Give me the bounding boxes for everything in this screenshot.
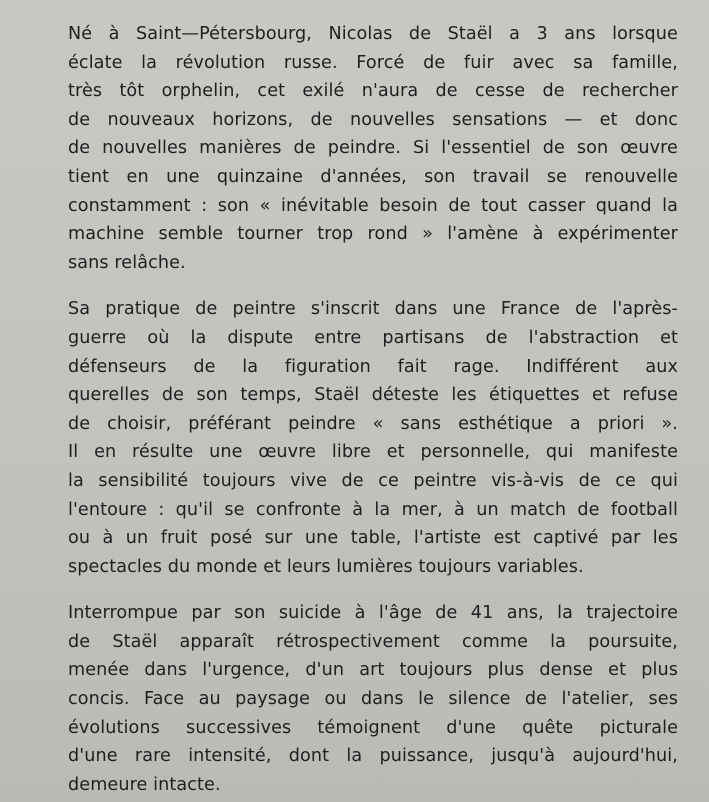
paragraph-2 [68, 295, 689, 581]
text-line: Il en résulte une œuvre libre et personnelle, qui manifeste [68, 442, 678, 463]
text-line: tient en une quinzaine d'années, son travail se renouvelle [68, 166, 678, 187]
text-line: concis. Face au paysage ou dans le silence de l'atelier, ses [68, 689, 678, 710]
text-line: menée dans l'urgence, d'un art toujours plus dense et plus [68, 660, 678, 681]
paragraph-1 [68, 20, 689, 277]
text-line: éclate la révolution russe. Forcé de fuir avec sa famille, [68, 52, 678, 73]
text-line: de nouvelles manières de peindre. Si l'essentiel de son œuvre [68, 138, 678, 159]
text-line: sans relâche. [68, 252, 186, 273]
text-line: de choisir, préférant peindre « sans esthétique a priori ». [68, 413, 678, 434]
text-line: évolutions successives témoignent d'une quête picturale [68, 717, 678, 738]
text-line: guerre où la dispute entre partisans de l'abstraction et [68, 327, 678, 348]
text-line: constamment : son « inévitable besoin de tout casser quand la [68, 195, 678, 216]
text-line: Interrompue par son suicide à l'âge de 41 ans, la trajectoire [68, 603, 678, 624]
text-line: d'une rare intensité, dont la puissance, jusqu'à aujourd'hui, [68, 746, 678, 767]
text-line: de Staël apparaît rétrospectivement comme la poursuite, [68, 631, 678, 652]
text-line: Sa pratique de peintre s'inscrit dans une France de l'après- [68, 299, 678, 320]
text-line: spectacles du monde et leurs lumières toujours variables. [68, 556, 584, 577]
text-line: querelles de son temps, Staël déteste les étiquettes et refuse [68, 385, 678, 406]
text-line: machine semble tourner trop rond » l'amène à expérimenter [68, 224, 678, 245]
text-line: ou à un fruit posé sur une table, l'artiste est captivé par les [68, 528, 678, 549]
text-line: Né à Saint—Pétersbourg, Nicolas de Staël a 3 ans lorsque [68, 24, 678, 44]
text-line: l'entoure : qu'il se confronte à la mer, à un match de football [68, 499, 678, 520]
text-line: de nouveaux horizons, de nouvelles sensations — et donc [68, 109, 678, 130]
text-line: défenseurs de la figuration fait rage. Indifférent aux [68, 356, 678, 377]
text-line: demeure intacte. [68, 774, 221, 795]
text-line: la sensibilité toujours vive de ce peintre vis-à-vis de ce qui [68, 470, 678, 491]
text-line: très tôt orphelin, cet exilé n'aura de cesse de rechercher [68, 81, 678, 102]
paragraph-3 [68, 599, 689, 799]
